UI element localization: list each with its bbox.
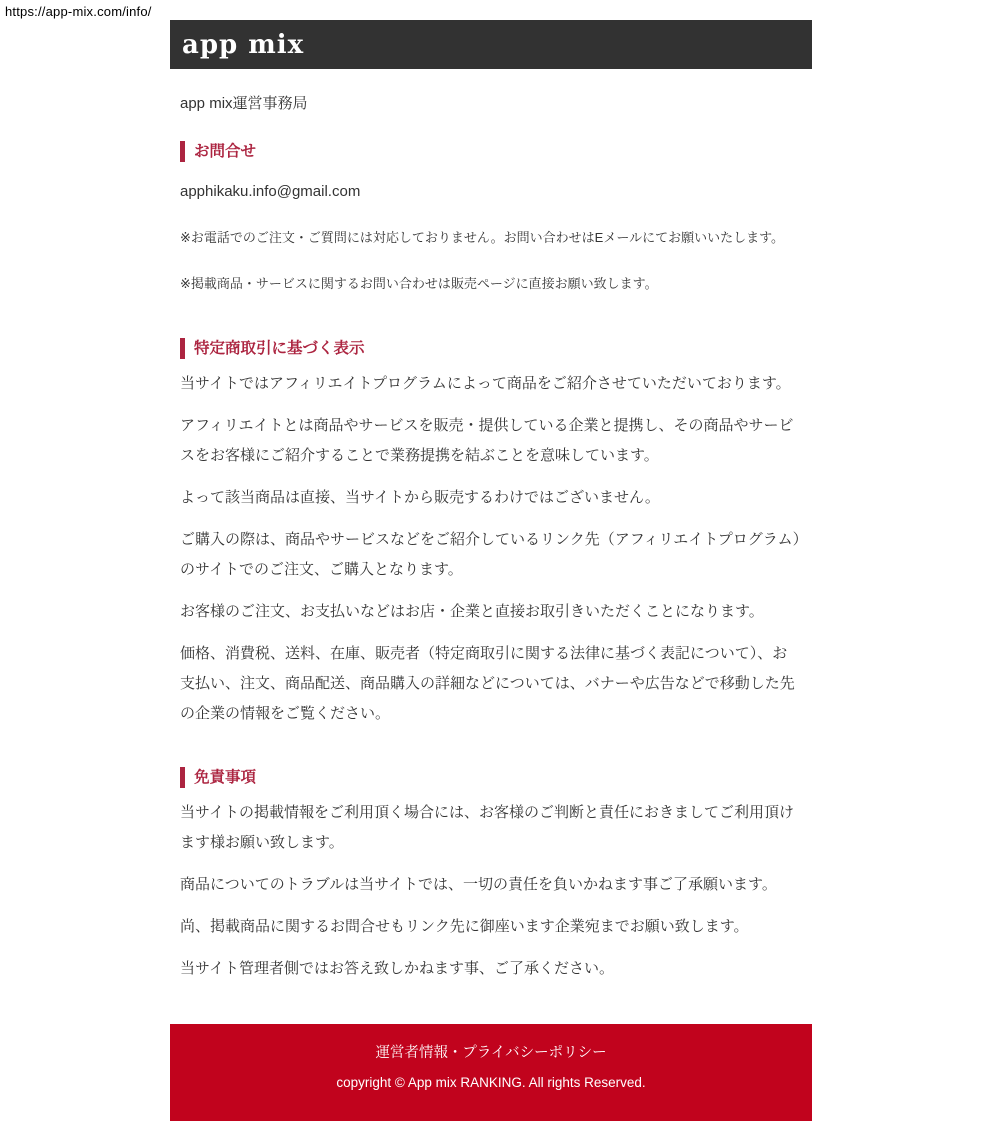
section-disclaimer bbox=[180, 767, 802, 984]
tokutei-heading: 特定商取引に基づく表示 bbox=[180, 338, 802, 359]
footer-privacy-link[interactable]: 運営者情報・プライバシーポリシー bbox=[375, 1045, 607, 1061]
section-contact bbox=[180, 141, 802, 292]
tokutei-paragraph: 当サイトではアフィリエイトプログラムによって商品をご紹介させていただいております。 bbox=[180, 375, 791, 392]
disclaimer-paragraph: 尚、掲載商品に関するお問合せもリンク先に御座います企業宛までお願い致します。 bbox=[180, 918, 749, 935]
page-container bbox=[170, 20, 812, 1121]
disclaimer-paragraph: 当サイト管理者側ではお答え致しかねます事、ご了承ください。 bbox=[180, 960, 614, 977]
tokutei-paragraph: よって該当商品は直接、当サイトから販売するわけではございません。 bbox=[180, 489, 660, 506]
contact-heading: お問合せ bbox=[180, 141, 802, 162]
site-footer bbox=[170, 1024, 812, 1121]
disclaimer-paragraph: 当サイトの掲載情報をご利用頂く場合には、お客様のご判断と責任におきましてご利用頂けます様お願い致します。 bbox=[180, 804, 794, 851]
tokutei-paragraph: ご購入の際は、商品やサービスなどをご紹介しているリンク先（アフィリエイトプログラム）のサイトでのご注文、ご購入となります。 bbox=[180, 531, 801, 578]
contact-note: ※お電話でのご注文・ご質問には対応しておりません。お問い合わせはEメールにてお願いいたします。 bbox=[180, 230, 785, 245]
site-header bbox=[170, 20, 812, 69]
disclaimer-paragraph: 商品についてのトラブルは当サイトでは、一切の責任を負いかねます事ご了承願います。 bbox=[180, 876, 777, 893]
contact-email: apphikaku.info@gmail.com bbox=[180, 183, 361, 200]
site-title: app mix bbox=[182, 29, 305, 60]
tokutei-paragraph: アフィリエイトとは商品やサービスを販売・提供している企業と提携し、その商品やサービスをお客様にご紹介することで業務提携を結ぶことを意味しています。 bbox=[180, 417, 794, 464]
main-content bbox=[170, 92, 812, 984]
tokutei-paragraph: お客様のご注文、お支払いなどはお店・企業と直接お取引きいただくことになります。 bbox=[180, 603, 764, 620]
intro-line: app mix運営事務局 bbox=[180, 95, 308, 112]
footer-copyright: copyright © App mix RANKING. All rights Reserved. bbox=[336, 1075, 646, 1090]
contact-note: ※掲載商品・サービスに関するお問い合わせは販売ページに直接お願い致します。 bbox=[180, 276, 658, 291]
disclaimer-heading: 免責事項 bbox=[180, 767, 802, 788]
page-url: https://app-mix.com/info/ bbox=[5, 4, 152, 19]
section-tokutei bbox=[180, 338, 802, 729]
tokutei-paragraph: 価格、消費税、送料、在庫、販売者（特定商取引に関する法律に基づく表記について）、お支払い、注文、商品配送、商品購入の詳細などについては、バナーや広告などで移動した先の企業の情報をご覧ください。 bbox=[180, 645, 795, 722]
